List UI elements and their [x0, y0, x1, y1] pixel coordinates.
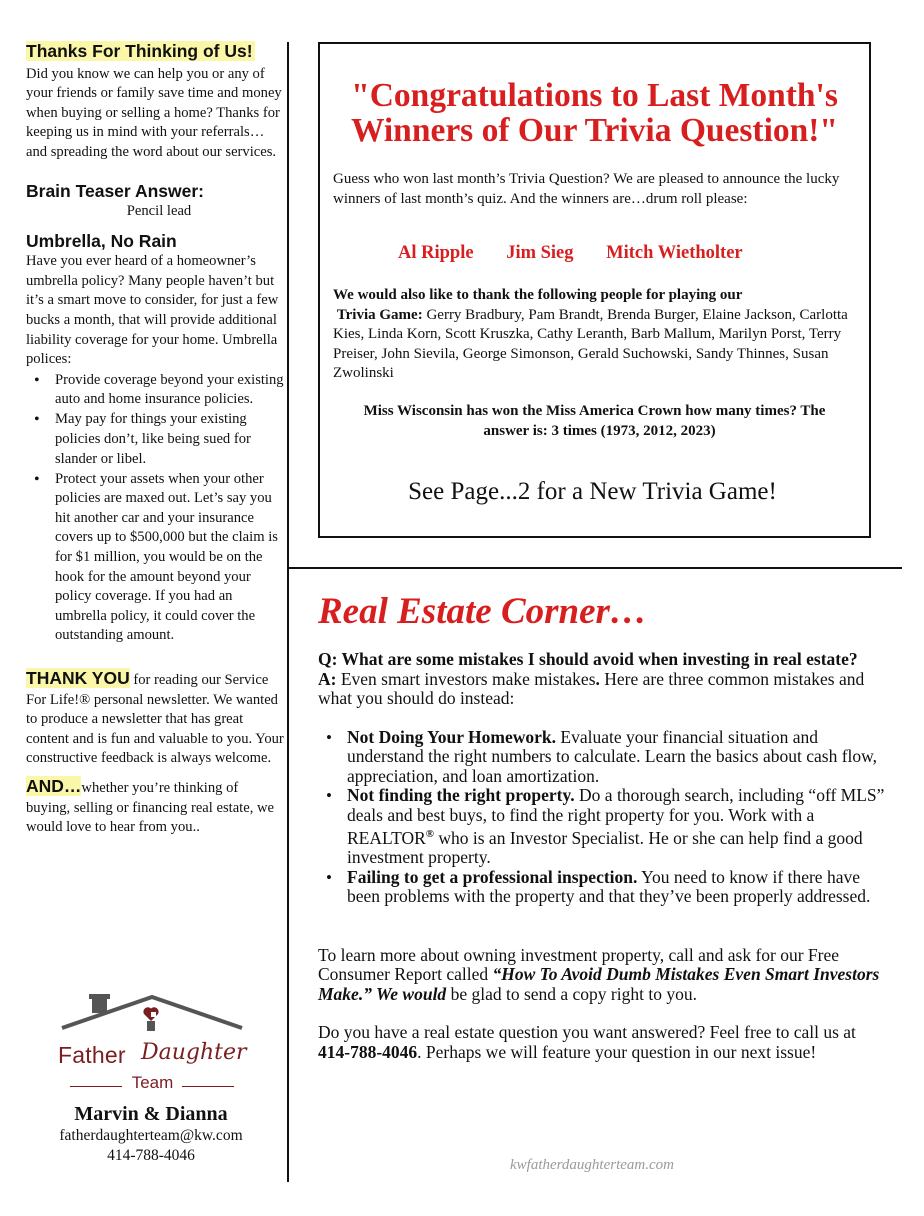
- winner-name: Jim Sieg: [506, 243, 574, 263]
- thank-you-paragraph: [26, 669, 284, 769]
- learn-more-paragraph: [318, 946, 888, 1005]
- contact-phone[interactable]: 414-788-4046: [107, 1147, 195, 1164]
- item-text: who is an Investor Specialist. He or she can help find a good investment property.: [347, 827, 863, 868]
- contact-block: [26, 1102, 276, 1166]
- umbrella-body: Have you ever heard of a homeowner’s umbrella policy? Many people haven’t but it’s a smart move to consider, for just a few bucks a month, that will provide additional liability coverage for your home. Umbrella polices:: [26, 253, 279, 368]
- logo-team: Team: [131, 1073, 174, 1092]
- list-item: [318, 786, 888, 868]
- mistakes-list: [318, 728, 888, 907]
- trivia-answer: [320, 401, 869, 441]
- real-estate-answer: A: Even smart investors make mistakes. Here are three common mistakes and what you should do instead:: [318, 668, 865, 708]
- thanks-heading: Thanks For Thinking of Us!: [26, 41, 253, 61]
- trivia-intro: Guess who won last month’s Trivia Question? We are pleased to announce the lucky winners of last month’s quiz. And the winners are…drum roll please:: [333, 171, 840, 207]
- logo-daughter: Daughter: [141, 1040, 247, 1065]
- answer-rest: Here are three common mistakes and what you should do instead:: [318, 668, 865, 708]
- learn-text: be glad to send a copy right to you.: [446, 983, 697, 1004]
- brain-teaser-answer: Pencil lead: [126, 202, 192, 219]
- list-item: [318, 728, 888, 787]
- footer-url[interactable]: kwfatherdaughterteam.com: [510, 1157, 674, 1173]
- column-divider: [287, 42, 289, 1182]
- thanks-body: Did you know we can help you or any of your friends or family save time and money when buying or selling a home? Thanks for keeping us in mind with your referrals…and spreading the word about our services.: [26, 65, 282, 160]
- learn-text: To learn more about owning investment property, call and ask for our Free Consumer Report called: [318, 944, 840, 985]
- registered-mark: ®: [425, 828, 434, 840]
- thanks-names: Gerry Bradbury, Pam Brandt, Brenda Burger, Elaine Jackson, Carlotta Kies, Linda Korn, Scott Kruszka, Cathy Leranth, Barb Mallum, Marilyn Porst, Terry Preiser, John Sievila, George Simonson, Gerald Suchowski, Sandy Thinnes, Susan Zwolinski: [333, 306, 848, 381]
- ask-text: . Perhaps we will feature your question in our next issue!: [417, 1041, 817, 1062]
- item-heading: Not finding the right property.: [347, 785, 575, 805]
- trivia-answer-line: answer is: 3 times (1973, 2012, 2023): [483, 423, 716, 439]
- thank-you-word: THANK YOU: [26, 668, 130, 689]
- item-heading: Failing to get a professional inspection.: [347, 866, 638, 887]
- thanks-lead: We would also like to thank the following people for playing our: [333, 287, 743, 303]
- trivia-title: "Congratulations to Last Month's Winners of Our Trivia Question!": [350, 77, 839, 149]
- and-word: AND…: [26, 776, 82, 796]
- ask-phone[interactable]: 414-788-4046: [318, 1041, 418, 1062]
- report-title: “How To Avoid Dumb Mistakes Even Smart Investors Make.” We would: [318, 964, 880, 1004]
- and-paragraph: [26, 777, 284, 838]
- ask-paragraph: [318, 1023, 888, 1062]
- item-heading: Not Doing Your Homework.: [347, 726, 557, 747]
- item-text: You need to know if there have been problems with the property and that they’ve been properly addressed.: [347, 866, 871, 907]
- left-column: [26, 40, 284, 838]
- umbrella-list: [26, 371, 284, 646]
- thanks-label: Trivia Game:: [336, 306, 423, 323]
- list-item: • May pay for things your existing policies don’t, like being sued for slander or libel.: [26, 410, 284, 469]
- logo-father: Father: [58, 1042, 126, 1068]
- trivia-winners: [398, 243, 771, 264]
- logo-rule-right: [182, 1086, 234, 1087]
- father-daughter-logo: [50, 990, 255, 1100]
- trivia-question-line: Miss Wisconsin has won the Miss America Crown how many times? The: [363, 403, 826, 419]
- brain-teaser-heading: Brain Teaser Answer:: [26, 180, 204, 201]
- real-estate-question: Q: What are some mistakes I should avoid when investing in real estate?: [318, 649, 858, 669]
- contact-names: Marvin & Dianna: [74, 1103, 228, 1125]
- trivia-thanks: [333, 286, 858, 384]
- winner-name: Mitch Wietholter: [606, 243, 743, 263]
- item-text: Evaluate your financial situation and understand the right numbers to calculate. Learn the basics about cash flow, appreciation, and loan amortization.: [347, 726, 878, 786]
- section-divider: [288, 567, 902, 569]
- real-estate-body: [318, 650, 888, 1062]
- umbrella-heading: Umbrella, No Rain: [26, 231, 177, 252]
- item-text: Do a thorough search, including “off MLS” deals and best buys, to find the right property for you. Work with a REALTOR: [347, 785, 885, 848]
- and-body: whether you’re thinking of buying, selling or financing real estate, we would love to hear from you..: [26, 780, 275, 836]
- winner-name: Al Ripple: [398, 243, 474, 263]
- see-page-note: See Page...2 for a New Trivia Game!: [408, 478, 777, 505]
- thank-you-body: for reading our Service For Life!® personal newsletter. We wanted to produce a newsletter that has great content and is fun and valuable to you. Your constructive feedback is always welcome.: [26, 672, 284, 767]
- answer-label: A:: [318, 668, 337, 689]
- list-item: • Protect your assets when your other policies are maxed out. Let’s say you hit another car and your insurance covers up to $500,000 but the claim is for $1 million, you would be on the hook for the amount beyond your policy coverage. If you had an umbrella policy, it could cover the outstanding amount.: [26, 470, 284, 646]
- contact-email[interactable]: fatherdaughterteam@kw.com: [59, 1127, 243, 1144]
- answer-lead: Even smart investors make mistakes: [336, 668, 596, 689]
- trivia-box: [318, 42, 871, 538]
- ask-text: Do you have a real estate question you want answered? Feel free to call us at: [318, 1022, 856, 1043]
- list-item: • Provide coverage beyond your existing auto and home insurance policies.: [26, 371, 284, 410]
- real-estate-title: Real Estate Corner…: [318, 591, 647, 632]
- list-item: [318, 868, 888, 907]
